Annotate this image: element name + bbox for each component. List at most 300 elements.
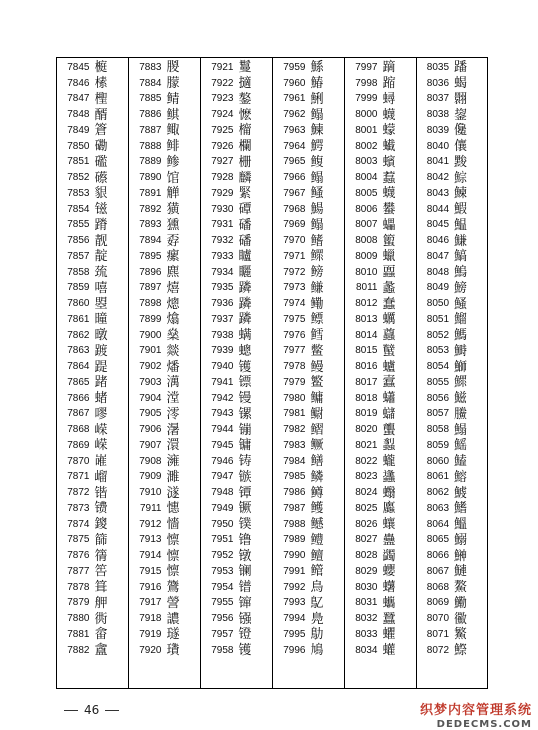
entry-character: 鋆 xyxy=(454,107,468,123)
table-row xyxy=(417,76,487,92)
entry-character: 麃 xyxy=(166,265,180,281)
entry-number: 7973 xyxy=(283,282,306,294)
entry-character: 懔 xyxy=(166,532,180,548)
entry-character: 瘰 xyxy=(166,249,180,265)
entry-character: 鷟 xyxy=(166,580,180,596)
entry-character: 蠴 xyxy=(382,580,396,596)
entry-character: 澴 xyxy=(166,438,180,454)
entry-number: 7962 xyxy=(283,109,306,121)
table-row xyxy=(417,438,487,454)
entry-character: 镢 xyxy=(238,501,252,517)
entry-number: 7856 xyxy=(67,235,90,247)
table-row xyxy=(57,296,128,312)
table-row xyxy=(273,580,344,596)
entry-character: 靓 xyxy=(94,233,108,249)
table-row xyxy=(273,359,344,375)
entry-character: 镄 xyxy=(94,501,108,517)
entry-character: 鰝 xyxy=(454,249,468,265)
entry-character: 镪 xyxy=(238,611,252,627)
table-row xyxy=(201,501,272,517)
table-row xyxy=(417,454,487,470)
table-row xyxy=(273,391,344,407)
entry-number: 8051 xyxy=(426,313,450,325)
table-row xyxy=(57,359,128,375)
entry-character: 朦 xyxy=(166,76,180,92)
table-row xyxy=(273,92,344,108)
entry-number: 8036 xyxy=(426,77,450,89)
table-row xyxy=(417,580,487,596)
entry-character: 熜 xyxy=(166,296,180,312)
entry-number: 8070 xyxy=(426,613,450,625)
entry-number: 7859 xyxy=(67,282,90,294)
entry-number: 7916 xyxy=(139,581,162,593)
entry-character: 懡 xyxy=(238,107,252,123)
entry-number: 7887 xyxy=(139,124,162,136)
entry-character: 鰧 xyxy=(454,406,468,422)
entry-character: 踶 xyxy=(94,359,108,375)
table-row xyxy=(129,186,200,202)
table-row xyxy=(417,485,487,501)
entry-character: 镤 xyxy=(238,517,252,533)
entry-number: 7998 xyxy=(355,77,378,89)
entry-number: 8028 xyxy=(355,550,378,562)
table-row xyxy=(201,60,272,76)
entry-character: 熻 xyxy=(166,312,180,328)
entry-character: 燚 xyxy=(166,343,180,359)
entry-number: 8032 xyxy=(355,613,378,625)
watermark-title: 织梦内容管理系统 xyxy=(419,703,532,718)
entry-character: 憓 xyxy=(166,501,180,517)
entry-character: 懎 xyxy=(166,517,180,533)
entry-number: 8004 xyxy=(355,172,378,184)
table-row xyxy=(201,533,272,549)
entry-number: 7977 xyxy=(283,345,306,357)
entry-number: 7851 xyxy=(67,156,90,168)
table-row xyxy=(57,123,128,139)
entry-character: 镡 xyxy=(238,485,252,501)
table-row xyxy=(417,375,487,391)
table-row xyxy=(201,76,272,92)
entry-character: 鳎 xyxy=(310,107,324,123)
table-row xyxy=(129,218,200,234)
table-row xyxy=(57,249,128,265)
table-row xyxy=(129,265,200,281)
table-row xyxy=(201,344,272,360)
table-row xyxy=(129,438,200,454)
entry-character: 鰯 xyxy=(454,532,468,548)
table-row xyxy=(129,470,200,486)
entry-character: 鲹 xyxy=(166,154,180,170)
entry-number: 7866 xyxy=(67,392,90,404)
table-row xyxy=(129,422,200,438)
table-row xyxy=(417,202,487,218)
entry-number: 8000 xyxy=(355,109,378,121)
entry-number: 7892 xyxy=(139,203,162,215)
entry-number: 7889 xyxy=(139,156,162,168)
entry-character: 澫 xyxy=(166,375,180,391)
entry-number: 8060 xyxy=(426,455,450,467)
entry-number: 8031 xyxy=(355,597,378,609)
entry-number: 7943 xyxy=(211,408,234,420)
entry-number: 8064 xyxy=(426,518,450,530)
entry-character: 鯮 xyxy=(454,170,468,186)
entry-character: 璲 xyxy=(166,627,180,643)
table-row xyxy=(129,548,200,564)
entry-character: 鰢 xyxy=(454,328,468,344)
entry-character: 鲰 xyxy=(166,123,180,139)
entry-number: 8044 xyxy=(426,203,450,215)
table-row xyxy=(129,627,200,643)
table-column xyxy=(272,58,344,688)
entry-number: 8018 xyxy=(355,392,378,404)
table-row xyxy=(273,123,344,139)
entry-character: 蠦 xyxy=(382,359,396,375)
entry-number: 7994 xyxy=(283,613,306,625)
entry-number: 7902 xyxy=(139,361,162,373)
entry-character: 蠙 xyxy=(382,154,396,170)
entry-character: 踷 xyxy=(94,375,108,391)
table-row xyxy=(129,60,200,76)
entry-character: 镖 xyxy=(238,375,252,391)
table-row xyxy=(273,407,344,423)
entry-number: 7906 xyxy=(139,424,162,436)
entry-character: 燊 xyxy=(166,328,180,344)
entry-character: 靛 xyxy=(94,249,108,265)
table-row xyxy=(57,155,128,171)
entry-character: 鰵 xyxy=(454,627,468,643)
table-row xyxy=(417,501,487,517)
table-row xyxy=(345,627,416,643)
entry-character: 蠟 xyxy=(382,249,396,265)
table-row xyxy=(273,643,344,659)
entry-character: 镬 xyxy=(238,643,252,659)
table-row xyxy=(417,312,487,328)
table-row xyxy=(201,233,272,249)
entry-number: 7959 xyxy=(283,61,306,73)
entry-number: 7970 xyxy=(283,235,306,247)
table-row xyxy=(345,328,416,344)
entry-character: 鲱 xyxy=(166,139,180,155)
table-row xyxy=(201,312,272,328)
table-row xyxy=(129,517,200,533)
table-row xyxy=(345,92,416,108)
entry-character: 懔 xyxy=(166,564,180,580)
entry-character: 孬 xyxy=(166,233,180,249)
table-row xyxy=(345,596,416,612)
table-row xyxy=(345,296,416,312)
table-row xyxy=(57,170,128,186)
table-row xyxy=(57,202,128,218)
entry-number: 7877 xyxy=(67,565,90,577)
entry-number: 7884 xyxy=(139,77,162,89)
entry-number: 7947 xyxy=(211,471,234,483)
entry-character: 澪 xyxy=(166,406,180,422)
entry-character: 鳙 xyxy=(310,391,324,407)
entry-number: 7931 xyxy=(211,219,234,231)
entry-character: 礛 xyxy=(94,154,108,170)
table-row xyxy=(129,391,200,407)
table-row xyxy=(345,359,416,375)
entry-number: 8048 xyxy=(426,266,450,278)
table-row xyxy=(273,170,344,186)
entry-character: 鳖 xyxy=(310,343,324,359)
entry-number: 7984 xyxy=(283,455,306,467)
entry-number: 7890 xyxy=(139,172,162,184)
entry-character: 磹 xyxy=(238,202,252,218)
entry-character: 蠥 xyxy=(382,343,396,359)
table-row xyxy=(57,312,128,328)
entry-character: 懔 xyxy=(166,548,180,564)
page-number: 46 xyxy=(84,703,100,717)
entry-character: 鰲 xyxy=(454,580,468,596)
table-row xyxy=(417,517,487,533)
table-row xyxy=(57,107,128,123)
table-row xyxy=(417,611,487,627)
entry-character: 铸 xyxy=(238,454,252,470)
entry-character: 謍 xyxy=(166,595,180,611)
entry-character: 鰳 xyxy=(454,595,468,611)
entry-number: 7903 xyxy=(139,376,162,388)
table-row xyxy=(345,265,416,281)
table-row xyxy=(57,76,128,92)
entry-character: 鳎 xyxy=(310,170,324,186)
entry-number: 7941 xyxy=(211,376,234,388)
table-row xyxy=(273,533,344,549)
entry-number: 7879 xyxy=(67,597,90,609)
entry-character: 嶉 xyxy=(94,454,108,470)
entry-number: 7847 xyxy=(67,93,90,105)
entry-character: 磻 xyxy=(238,217,252,233)
entry-number: 7901 xyxy=(139,345,162,357)
entry-character: 緊 xyxy=(238,186,252,202)
table-row xyxy=(57,233,128,249)
entry-character: 镥 xyxy=(238,532,252,548)
entry-number: 8016 xyxy=(355,361,378,373)
table-row xyxy=(57,501,128,517)
entry-number: 7975 xyxy=(283,313,306,325)
entry-character: 镙 xyxy=(238,406,252,422)
entry-character: 鳠 xyxy=(310,501,324,517)
entry-number: 7853 xyxy=(67,187,90,199)
entry-number: 8043 xyxy=(426,187,450,199)
entry-number: 7919 xyxy=(139,628,162,640)
entry-number: 7987 xyxy=(283,502,306,514)
watermark-domain: DEDECMS.COM xyxy=(436,719,532,730)
entry-number: 7995 xyxy=(283,628,306,640)
table-row xyxy=(57,564,128,580)
entry-character: 畲 xyxy=(94,627,108,643)
table-row xyxy=(201,611,272,627)
entry-character: 橣 xyxy=(238,123,252,139)
entry-number: 8027 xyxy=(355,534,378,546)
table-row xyxy=(201,170,272,186)
entry-character: 鳋 xyxy=(310,186,324,202)
entry-number: 7888 xyxy=(139,140,162,152)
entry-number: 7861 xyxy=(67,313,90,325)
entry-character: 鰟 xyxy=(454,280,468,296)
entry-character: 镞 xyxy=(238,469,252,485)
entry-character: 蹯 xyxy=(454,60,468,76)
entry-number: 8038 xyxy=(426,109,450,121)
entry-number: 7938 xyxy=(211,329,234,341)
entry-number: 7944 xyxy=(211,424,234,436)
entry-number: 7952 xyxy=(211,550,234,562)
table-row xyxy=(129,407,200,423)
table-row xyxy=(345,312,416,328)
table-row xyxy=(417,155,487,171)
entry-character: 熺 xyxy=(166,280,180,296)
entry-number: 7997 xyxy=(355,61,378,73)
table-row xyxy=(129,233,200,249)
entry-character: 磻 xyxy=(238,233,252,249)
entry-number: 7980 xyxy=(283,392,306,404)
table-row xyxy=(417,281,487,297)
entry-character: 鲭 xyxy=(166,91,180,107)
entry-character: 榳 xyxy=(94,60,108,76)
entry-number: 8024 xyxy=(355,487,378,499)
entry-number: 7904 xyxy=(139,392,162,404)
entry-number: 8047 xyxy=(426,250,450,262)
entry-number: 7946 xyxy=(211,455,234,467)
table-row xyxy=(57,60,128,76)
table-row xyxy=(129,344,200,360)
table-row xyxy=(273,218,344,234)
table-row xyxy=(57,375,128,391)
entry-number: 7909 xyxy=(139,471,162,483)
entry-character: 螨 xyxy=(238,328,252,344)
table-row xyxy=(129,123,200,139)
table-row xyxy=(57,470,128,486)
entry-character: 嘐 xyxy=(94,406,108,422)
entry-number: 7992 xyxy=(283,581,306,593)
entry-character: 蠧 xyxy=(382,375,396,391)
entry-character: 栅 xyxy=(238,154,252,170)
entry-character: 篩 xyxy=(94,532,108,548)
entry-character: 檉 xyxy=(94,91,108,107)
table-row xyxy=(57,218,128,234)
entry-number: 7845 xyxy=(67,61,90,73)
entry-number: 7865 xyxy=(67,376,90,388)
table-row xyxy=(345,76,416,92)
entry-number: 7978 xyxy=(283,361,306,373)
entry-character: 鰥 xyxy=(454,375,468,391)
table-row xyxy=(345,233,416,249)
table-row xyxy=(345,517,416,533)
entry-number: 8007 xyxy=(355,219,378,231)
entry-number: 7860 xyxy=(67,298,90,310)
table-row xyxy=(201,580,272,596)
table-row xyxy=(129,564,200,580)
entry-character: 鰊 xyxy=(454,186,468,202)
entry-character: 鳎 xyxy=(310,217,324,233)
entry-character: 鰞 xyxy=(454,265,468,281)
table-row xyxy=(129,643,200,659)
entry-number: 7924 xyxy=(211,109,234,121)
entry-character: 鰑 xyxy=(310,202,324,218)
table-row xyxy=(417,643,487,659)
entry-character: 鳢 xyxy=(310,532,324,548)
table-row xyxy=(201,407,272,423)
entry-character: 蝫 xyxy=(94,391,108,407)
entry-number: 8063 xyxy=(426,502,450,514)
entry-character: 鯏 xyxy=(310,91,324,107)
entry-number: 7933 xyxy=(211,250,234,262)
entry-number: 7899 xyxy=(139,313,162,325)
entry-number: 7907 xyxy=(139,439,162,451)
entry-number: 7965 xyxy=(283,156,306,168)
table-row xyxy=(345,407,416,423)
entry-character: 儴 xyxy=(454,139,468,155)
table-row xyxy=(345,218,416,234)
entry-character: 獯 xyxy=(166,217,180,233)
entry-number: 7918 xyxy=(139,613,162,625)
table-row xyxy=(57,611,128,627)
table-row xyxy=(201,564,272,580)
table-row xyxy=(201,107,272,123)
entry-character: 矑 xyxy=(238,249,252,265)
entry-number: 7868 xyxy=(67,424,90,436)
entry-number: 7960 xyxy=(283,77,306,89)
entry-number: 8005 xyxy=(355,187,378,199)
entry-number: 7951 xyxy=(211,534,234,546)
entry-number: 7979 xyxy=(283,376,306,388)
entry-number: 8003 xyxy=(355,156,378,168)
table-row xyxy=(345,170,416,186)
table-row xyxy=(417,548,487,564)
entry-number: 7932 xyxy=(211,235,234,247)
table-row xyxy=(345,60,416,76)
entry-character: 翾 xyxy=(454,91,468,107)
table-row xyxy=(201,643,272,659)
entry-number: 7982 xyxy=(283,424,306,436)
table-row xyxy=(417,139,487,155)
table-row xyxy=(273,627,344,643)
entry-character: 衖 xyxy=(94,611,108,627)
entry-character: 蠡 xyxy=(382,280,396,296)
table-row xyxy=(201,391,272,407)
entry-number: 7942 xyxy=(211,392,234,404)
table-column xyxy=(200,58,272,688)
table-row xyxy=(345,485,416,501)
entry-number: 7930 xyxy=(211,203,234,215)
table-column xyxy=(344,58,416,688)
entry-character: 鰛 xyxy=(454,217,468,233)
table-row xyxy=(417,391,487,407)
entry-character: 鳨 xyxy=(310,627,324,643)
entry-character: 礤 xyxy=(94,170,108,186)
entry-character: 蠮 xyxy=(382,485,396,501)
entry-number: 8069 xyxy=(426,597,450,609)
entry-character: 獚 xyxy=(166,202,180,218)
entry-number: 7893 xyxy=(139,219,162,231)
table-row xyxy=(201,139,272,155)
entry-character: 嵘 xyxy=(94,438,108,454)
entry-character: 鳦 xyxy=(310,595,324,611)
table-row xyxy=(345,611,416,627)
entry-number: 8026 xyxy=(355,518,378,530)
entry-character: 榡 xyxy=(94,76,108,92)
entry-character: 曈 xyxy=(94,312,108,328)
entry-number: 7891 xyxy=(139,187,162,199)
entry-character: 镩 xyxy=(238,595,252,611)
entry-number: 7876 xyxy=(67,550,90,562)
entry-character: 蹸 xyxy=(238,312,252,328)
entry-number: 7870 xyxy=(67,455,90,467)
table-row xyxy=(129,155,200,171)
table-row xyxy=(345,344,416,360)
table-row xyxy=(201,202,272,218)
entry-number: 8065 xyxy=(426,534,450,546)
